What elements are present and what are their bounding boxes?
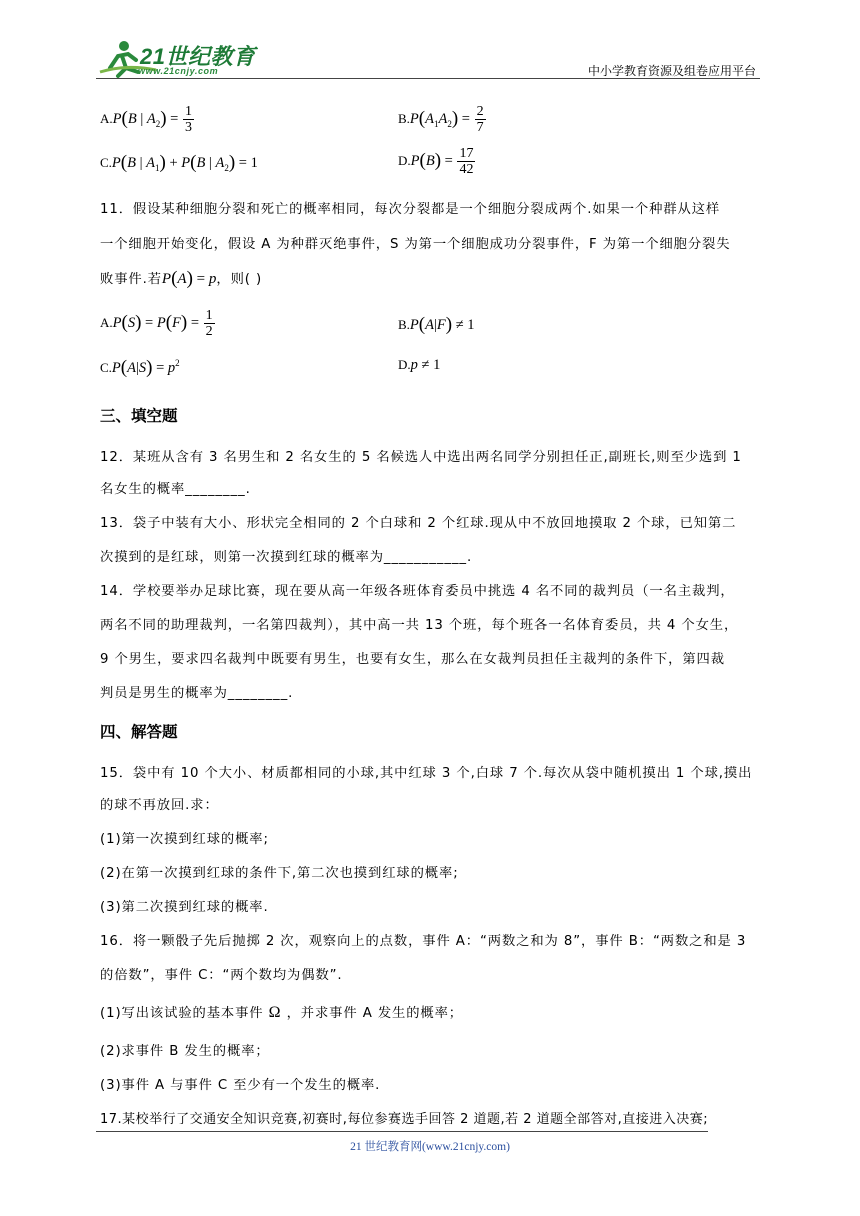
q15-part-3: (3)第二次摸到红球的概率. (100, 900, 269, 915)
q11-option-a: A.P(S) = P(F) = $\frac{1}{2}$ (100, 308, 213, 340)
q16-part-2: (2)求事件 B 发生的概率； (100, 1044, 270, 1059)
q16-line-2: 的倍数”，事件 C：“两个数均为偶数”. (100, 968, 343, 983)
q16-part-3: (3)事件 A 与事件 C 至少有一个发生的概率. (100, 1078, 381, 1093)
q13-line-1: 13．袋子中装有大小、形状完全相同的 2 个白球和 2 个红球.现从中不放回地摸取 2 个球，已知第二 (100, 516, 737, 531)
header-platform-text: 中小学教育资源及组卷应用平台 (587, 64, 756, 78)
q11-line-1: 11．假设某种细胞分裂和死亡的概率相同，每次分裂都是一个细胞分裂成两个.如果一个种群从这样 (100, 202, 721, 217)
q15-part-2: (2)在第一次摸到红球的条件下,第二次也摸到红球的概率; (100, 866, 459, 881)
logo-text: 21世纪教育 (140, 44, 256, 69)
q17-line-1: 17.某校举行了交通安全知识竞赛,初赛时,每位参赛选手回答 2 道题,若 2 道题全部答对,直接进入决赛; (100, 1112, 709, 1127)
q11-line-2: 一个细胞开始变化，假设 A 为种群灭绝事件，S 为第一个细胞成功分裂事件，F 为第一个细胞分裂失 (100, 237, 731, 252)
q13-line-2: 次摸到的是红球，则第一次摸到红球的概率为___________. (100, 550, 473, 565)
q15-line-1: 15．袋中有 10 个大小、材质都相同的小球,其中红球 3 个,白球 7 个.每次从袋中随机摸出 1 个球,摸出 (100, 766, 753, 781)
section-heading-fill-in: 三、填空题 (100, 407, 178, 425)
footer-divider (96, 1131, 708, 1132)
q15-part-1: (1)第一次摸到红球的概率; (100, 832, 269, 847)
q14-line-1: 14．学校要举办足球比赛，现在要从高一年级各班体育委员中挑选 4 名不同的裁判员（一名主裁判， (100, 584, 735, 599)
q14-line-3: 9 个男生，要求四名裁判中既要有男生，也要有女生，那么在女裁判员担任主裁判的条件下，第四裁 (100, 652, 725, 667)
q11-line-3: 败事件.若P(A) = p，则( ) (100, 268, 263, 289)
q10-option-d: D.P(B) = $\frac{17}{42}$ (398, 146, 474, 178)
logo-url: www.21cnjy.com (138, 66, 219, 76)
q11-option-d: D.p ≠ 1 (398, 357, 441, 373)
footer-link[interactable]: 21 世纪教育网(www.21cnjy.com) (350, 1141, 510, 1153)
header-divider (96, 78, 760, 79)
q10-option-a: A.P(B | $A_2$) = $\frac{1}{3}$ (100, 104, 192, 136)
section-heading-solve: 四、解答题 (100, 723, 178, 741)
q10-option-b: $B.P(A_1A_2)$ = $\frac{2}{7}$ (398, 104, 484, 136)
q14-line-2: 两名不同的助理裁判，一名第四裁判），其中高一共 13 个班，每个班各一名体育委员，共 4 个女生， (100, 618, 739, 633)
q15-line-2: 的球不再放回.求： (100, 798, 219, 813)
q10-option-c: C.P(B | $A_1) + P(B$ | $A_2) = 1$ (100, 152, 258, 173)
q16-part-1: (1)写出该试验的基本事件 Ω ，并求事件 A 发生的概率； (100, 1004, 464, 1021)
q11-option-c: $C.P(A|S) = p^2$ (100, 357, 180, 378)
q14-line-4: 判员是男生的概率为________. (100, 686, 294, 701)
q11-option-b: B.P(A|F) ≠ 1 (398, 314, 475, 335)
q16-line-1: 16．将一颗骰子先后抛掷 2 次，观察向上的点数，事件 A：“两数之和为 8”，事件 B：“两数之和是 3 (100, 934, 747, 949)
q12-line-1: 12．某班从含有 3 名男生和 2 名女生的 5 名候选人中选出两名同学分别担任正,副班长,则至少选到 1 (100, 450, 742, 465)
q12-line-2: 名女生的概率________. (100, 482, 251, 497)
